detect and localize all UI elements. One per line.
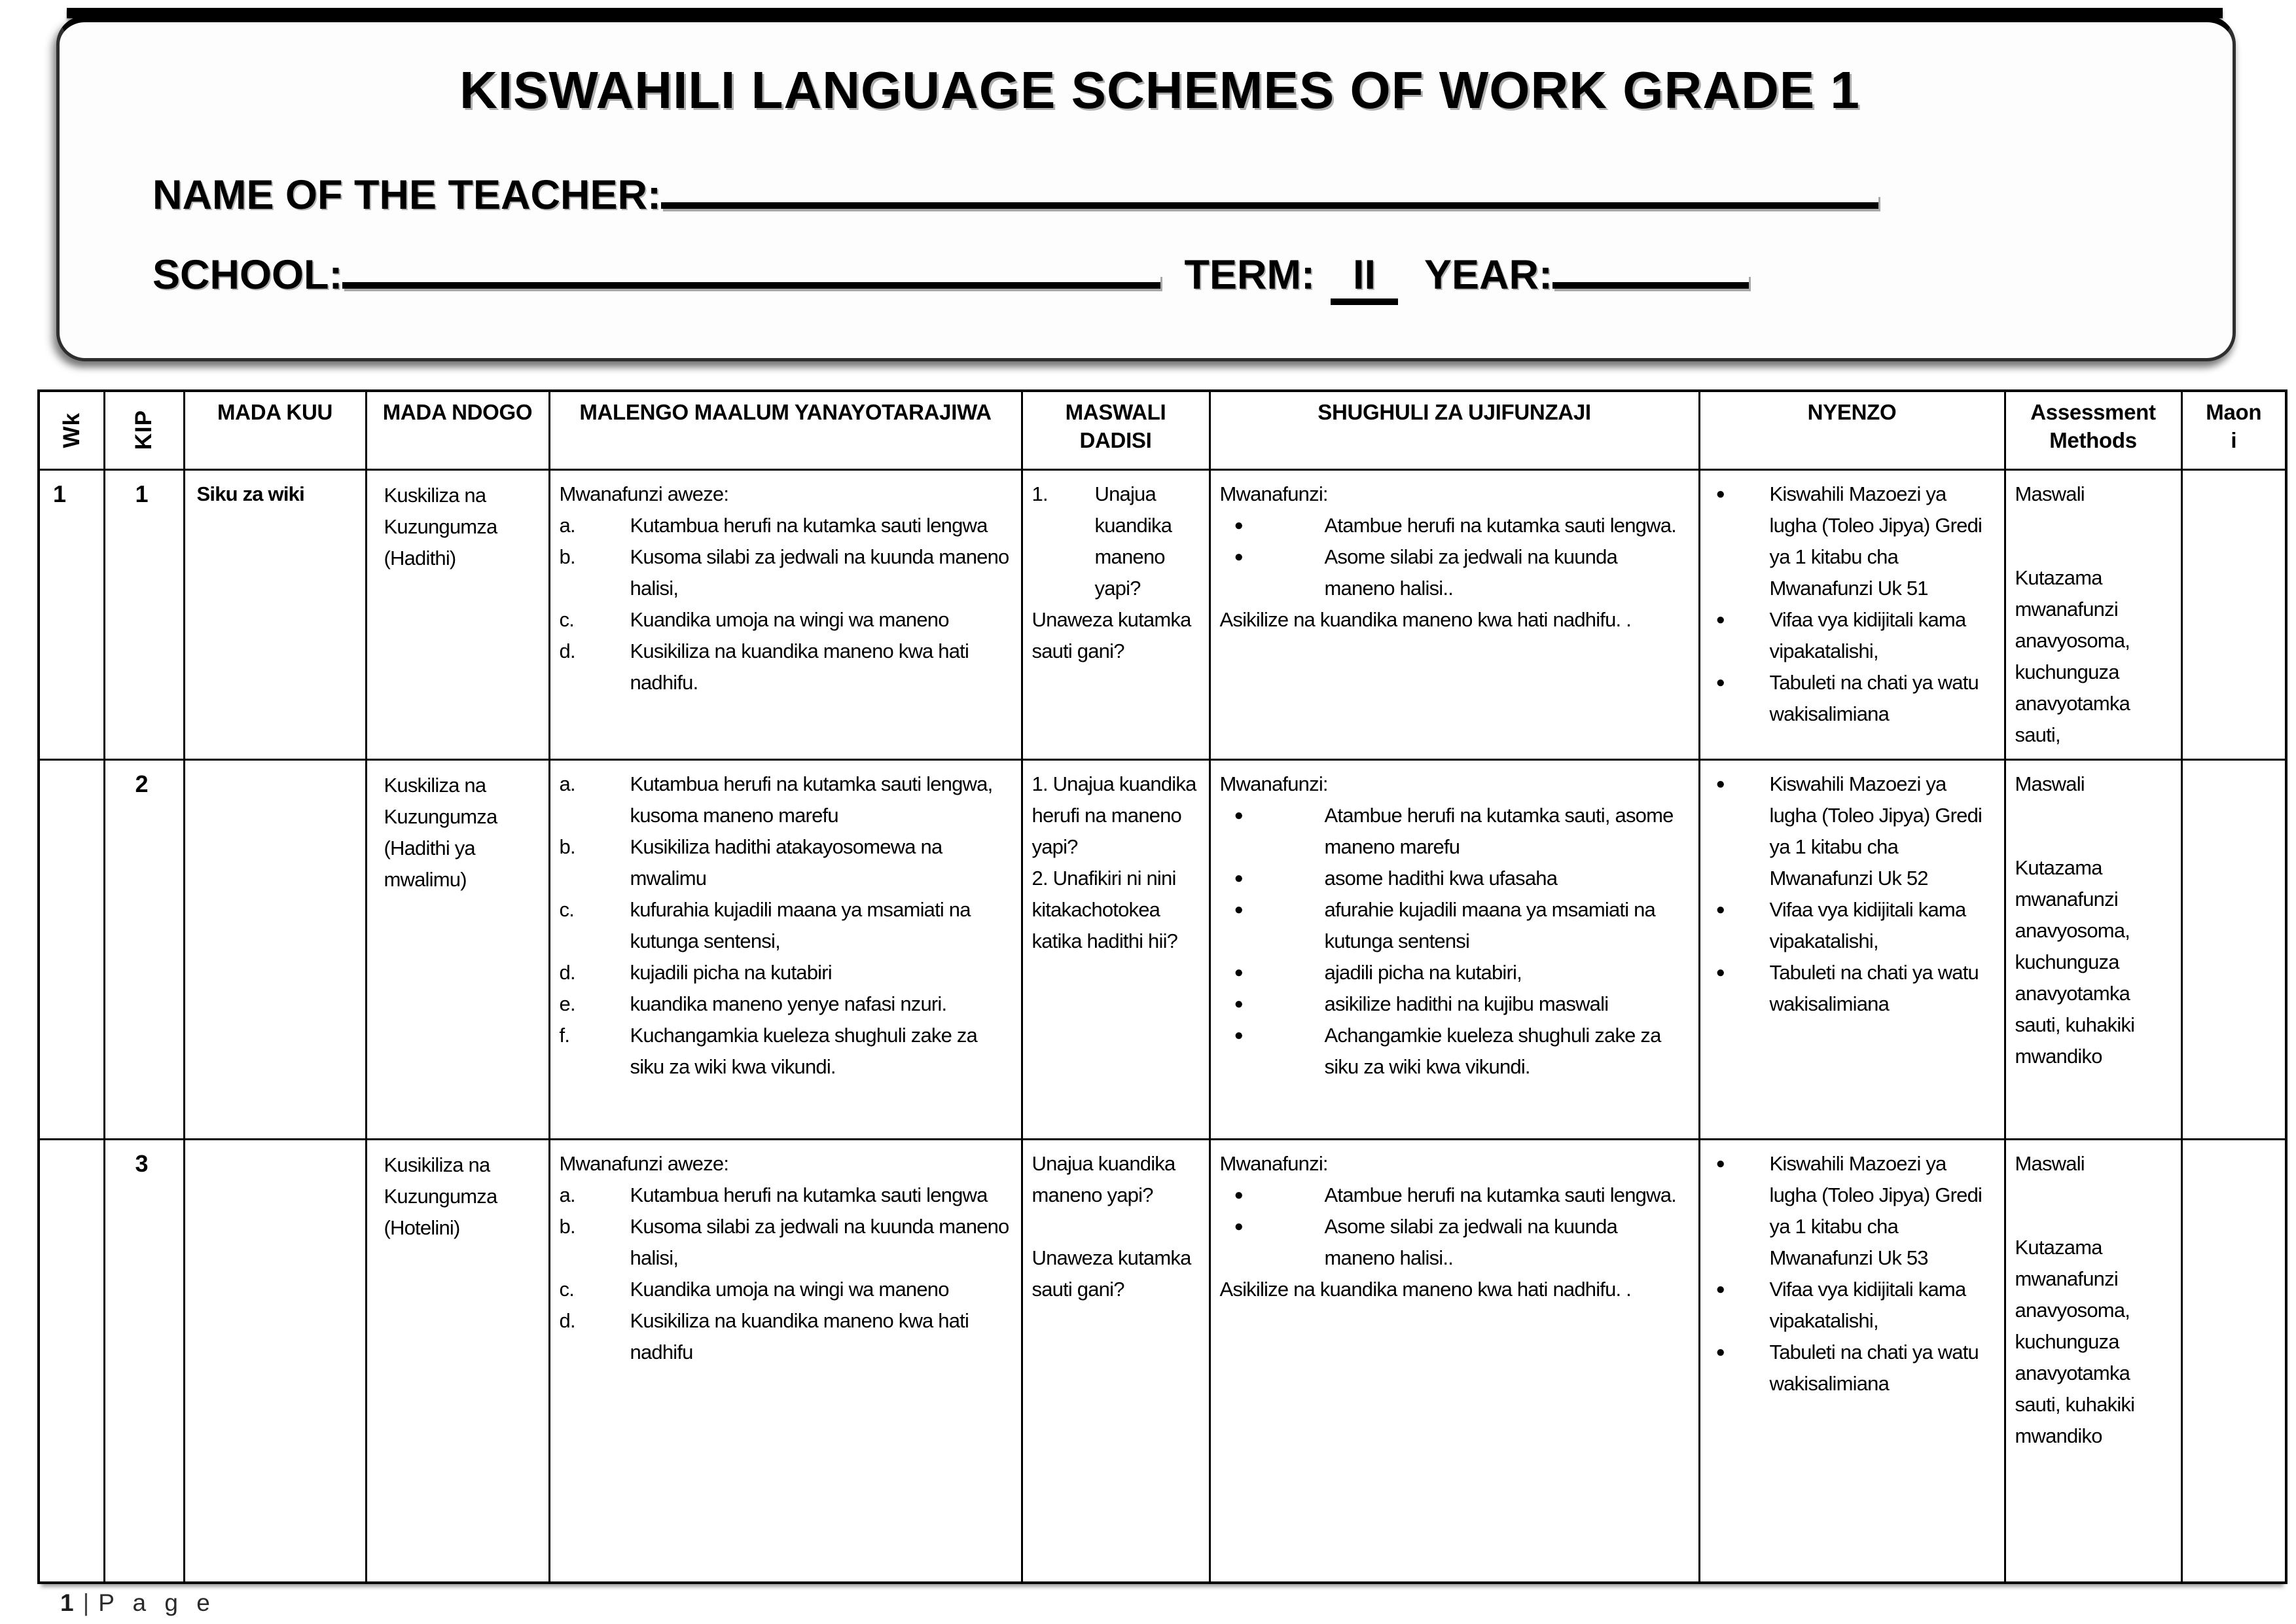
bullet-icon: ●: [1234, 900, 1244, 918]
list-item: ● Vifaa vya kidijitali kama vipakatalishi,: [1710, 894, 1995, 957]
cell-mada-kuu: [184, 759, 366, 1139]
shughuli-intro: Mwanafunzi:: [1219, 772, 1328, 795]
list-item: ● Kiswahili Mazoezi ya lugha (Toleo Jipya) Gredi ya 1 kitabu cha Mwanafunzi Uk 51: [1710, 478, 1995, 604]
column-header-wk: Wk: [39, 391, 104, 469]
shughuli-intro: Mwanafunzi:: [1219, 482, 1328, 505]
bullet-icon: ●: [1715, 963, 1725, 981]
list-item: d. Kusikiliza na kuandika maneno kwa hati nadhifu: [559, 1308, 969, 1363]
cell-malengo: [549, 469, 1022, 759]
list-item: d. kujadili picha na kutabiri: [559, 960, 832, 984]
cell-assessment-methods: [2005, 469, 2181, 759]
list-item: ● Vifaa vya kidijitali kama vipakatalishi,: [1710, 1274, 1995, 1337]
list-item: c. Kuandika umoja na wingi wa maneno: [559, 607, 949, 631]
question: Unajua kuandika maneno yapi?: [1031, 1151, 1175, 1206]
assessment-item: Maswali: [2015, 772, 2085, 795]
cell-malengo: [549, 1139, 1022, 1583]
assessment-item: Maswali: [2015, 1151, 2085, 1175]
teacher-name-blank-line: [661, 194, 1878, 209]
column-header-kip: KIP: [104, 391, 184, 469]
list-item: a. Kutambua herufi na kutamka sauti lengwa: [559, 1183, 988, 1206]
list-item: b. Kusoma silabi za jedwali na kuunda maneno halisi,: [559, 545, 1009, 600]
cell-nyenzo: [1699, 469, 2005, 759]
list-item: f. Kuchangamkia kueleza shughuli zake za siku za wiki kwa vikundi.: [559, 1023, 977, 1078]
cell-wk: 1: [39, 469, 104, 759]
cell-maoni: [2181, 469, 2286, 759]
list-item: ● Tabuleti na chati ya watu wakisalimiana: [1710, 957, 1995, 1020]
cell-mada-ndogo: Kuskiliza na Kuzungumza (Hadithi ya mwalimu): [366, 759, 549, 1139]
footer-separator: |: [82, 1589, 90, 1616]
cell-maoni: [2181, 759, 2286, 1139]
shughuli-intro: Mwanafunzi:: [1219, 1151, 1328, 1175]
question: Unaweza kutamka sauti gani?: [1031, 607, 1191, 662]
assessment-item: Maswali: [2015, 482, 2085, 505]
bullet-icon: ●: [1715, 484, 1725, 503]
list-item: 1. Unajua kuandika maneno yapi?: [1031, 482, 1172, 600]
list-item: ● Asome silabi za jedwali na kuunda maneno halisi..: [1220, 541, 1689, 604]
list-item: ● asome hadithi kwa ufasaha: [1220, 863, 1689, 894]
list-item: ● Atambue herufi na kutamka sauti lengwa.: [1220, 510, 1689, 541]
table-row-lesson-1: [39, 469, 2286, 759]
shughuli-outro: Asikilize na kuandika maneno kwa hati nadhifu. .: [1219, 607, 1631, 631]
list-item: b. Kusoma silabi za jedwali na kuunda maneno halisi,: [559, 1214, 1009, 1269]
cell-maswali-dadisi: [1022, 759, 1210, 1139]
bullet-icon: ●: [1234, 1185, 1244, 1204]
question: 1. Unajua kuandika herufi na maneno yapi?: [1031, 772, 1196, 858]
header-box: [56, 16, 2236, 361]
column-header-assessment-methods: Assessment Methods: [2005, 391, 2181, 469]
document-title: KISWAHILI LANGUAGE SCHEMES OF WORK GRADE 1: [459, 61, 1860, 119]
cell-wk: [39, 759, 104, 1139]
bullet-icon: ●: [1234, 1217, 1244, 1235]
question: Unaweza kutamka sauti gani?: [1031, 1246, 1191, 1301]
column-header-nyenzo: NYENZO: [1699, 391, 2005, 469]
list-item: ● Tabuleti na chati ya watu wakisalimiana: [1710, 667, 1995, 730]
cell-assessment-methods: [2005, 1139, 2181, 1583]
cell-shughuli: [1210, 1139, 1699, 1583]
list-item: c. kufurahia kujadili maana ya msamiati na kutunga sentensi,: [559, 897, 971, 952]
year-blank-line: [1552, 274, 1749, 289]
list-item: ● Tabuleti na chati ya watu wakisalimiana: [1710, 1337, 1995, 1399]
question: 2. Unafikiri ni nini kitakachotokea katika hadithi hii?: [1031, 866, 1178, 952]
list-item: ● Kiswahili Mazoezi ya lugha (Toleo Jipya) Gredi ya 1 kitabu cha Mwanafunzi Uk 52: [1710, 768, 1995, 894]
list-item: a. Kutambua herufi na kutamka sauti lengwa, kusoma maneno marefu: [559, 772, 993, 827]
term-value: II: [1331, 251, 1398, 305]
bullet-icon: ●: [1234, 963, 1244, 981]
malengo-intro: Mwanafunzi aweze:: [559, 482, 729, 505]
list-item: ● asikilize hadithi na kujibu maswali: [1220, 988, 1689, 1020]
school-term-year-line: [152, 251, 2167, 305]
cell-maoni: [2181, 1139, 2286, 1583]
bullet-icon: ●: [1715, 774, 1725, 793]
teacher-name-line: [152, 171, 2167, 219]
column-header-shughuli: SHUGHULI ZA UJIFUNZAJI: [1210, 391, 1699, 469]
bullet-icon: ●: [1715, 1280, 1725, 1298]
list-item: d. Kusikiliza na kuandika maneno kwa hati nadhifu.: [559, 639, 969, 694]
scheme-of-work-table: [37, 389, 2287, 1584]
teacher-name-label: NAME OF THE TEACHER:: [152, 172, 661, 218]
column-header-maswali-dadisi: MASWALI DADISI: [1022, 391, 1210, 469]
list-item: ● ajadili picha na kutabiri,: [1220, 957, 1689, 988]
column-header-malengo: MALENGO MAALUM YANAYOTARAJIWA: [549, 391, 1022, 469]
cell-maswali-dadisi: [1022, 1139, 1210, 1583]
cell-nyenzo: [1699, 1139, 2005, 1583]
list-item: ● Atambue herufi na kutamka sauti lengwa.: [1220, 1180, 1689, 1211]
list-item: ● Vifaa vya kidijitali kama vipakatalishi,: [1710, 604, 1995, 667]
table-row-lesson-3: [39, 1139, 2286, 1583]
list-item: ● Kiswahili Mazoezi ya lugha (Toleo Jipya) Gredi ya 1 kitabu cha Mwanafunzi Uk 53: [1710, 1148, 1995, 1274]
column-header-maoni: Maoni: [2181, 391, 2286, 469]
cell-assessment-methods: [2005, 759, 2181, 1139]
term-label: TERM:: [1184, 252, 1315, 298]
cell-kip: 2: [104, 759, 184, 1139]
bullet-icon: ●: [1234, 994, 1244, 1013]
cell-nyenzo: [1699, 759, 2005, 1139]
list-item: b. Kusikiliza hadithi atakayosomewa na mwalimu: [559, 835, 942, 890]
cell-kip: 3: [104, 1139, 184, 1583]
list-item: a. Kutambua herufi na kutamka sauti lengwa: [559, 513, 988, 537]
cell-shughuli: [1210, 469, 1699, 759]
school-blank-line: [342, 274, 1160, 289]
list-item: ● Atambue herufi na kutamka sauti, asome maneno marefu: [1220, 800, 1689, 863]
list-item: ● Asome silabi za jedwali na kuunda maneno halisi..: [1220, 1211, 1689, 1274]
bullet-icon: ●: [1234, 516, 1244, 534]
malengo-intro: Mwanafunzi aweze:: [559, 1151, 729, 1175]
bullet-icon: ●: [1715, 900, 1725, 918]
cell-maswali-dadisi: [1022, 469, 1210, 759]
cell-mada-kuu: [184, 1139, 366, 1583]
cell-malengo: [549, 759, 1022, 1139]
column-header-mada-kuu: MADA KUU: [184, 391, 366, 469]
bullet-icon: ●: [1715, 610, 1725, 628]
footer-page-label: P a g e: [98, 1589, 216, 1616]
bullet-icon: ●: [1234, 869, 1244, 887]
table-header-row: [39, 391, 2286, 469]
cell-wk: [39, 1139, 104, 1583]
assessment-item: Kutazama mwanafunzi anavyosoma, kuchunguza anavyotamka sauti, kuhakiki mwandiko: [2015, 856, 2135, 1068]
bullet-icon: ●: [1234, 1026, 1244, 1044]
list-item: c. Kuandika umoja na wingi wa maneno: [559, 1277, 949, 1301]
bullet-icon: ●: [1715, 1154, 1725, 1172]
cell-shughuli: [1210, 759, 1699, 1139]
assessment-item: Kutazama mwanafunzi anavyosoma, kuchunguza anavyotamka sauti, kuhakiki mwandiko: [2015, 1235, 2135, 1447]
bullet-icon: ●: [1234, 806, 1244, 824]
table-row-lesson-2: [39, 759, 2286, 1139]
year-label: YEAR:: [1424, 252, 1552, 298]
bullet-icon: ●: [1715, 1343, 1725, 1361]
bullet-icon: ●: [1715, 673, 1725, 691]
school-label: SCHOOL:: [152, 252, 343, 298]
page-footer: [60, 1589, 216, 1617]
cell-mada-ndogo: Kuskiliza na Kuzungumza (Hadithi): [366, 469, 549, 759]
cell-mada-kuu: Siku za wiki: [184, 469, 366, 759]
assessment-item: Kutazama mwanafunzi anavyosoma, kuchunguza anavyotamka sauti,: [2015, 566, 2130, 746]
list-item: ● Achangamkie kueleza shughuli zake za siku za wiki kwa vikundi.: [1220, 1020, 1689, 1083]
footer-page-number: 1: [60, 1589, 74, 1616]
cell-mada-ndogo: Kusikiliza na Kuzungumza (Hotelini): [366, 1139, 549, 1583]
list-item: e. kuandika maneno yenye nafasi nzuri.: [559, 992, 947, 1015]
column-header-mada-ndogo: MADA NDOGO: [366, 391, 549, 469]
cell-kip: 1: [104, 469, 184, 759]
shughuli-outro: Asikilize na kuandika maneno kwa hati nadhifu. .: [1219, 1277, 1631, 1301]
bullet-icon: ●: [1234, 547, 1244, 566]
list-item: ● afurahie kujadili maana ya msamiati na kutunga sentensi: [1220, 894, 1689, 957]
